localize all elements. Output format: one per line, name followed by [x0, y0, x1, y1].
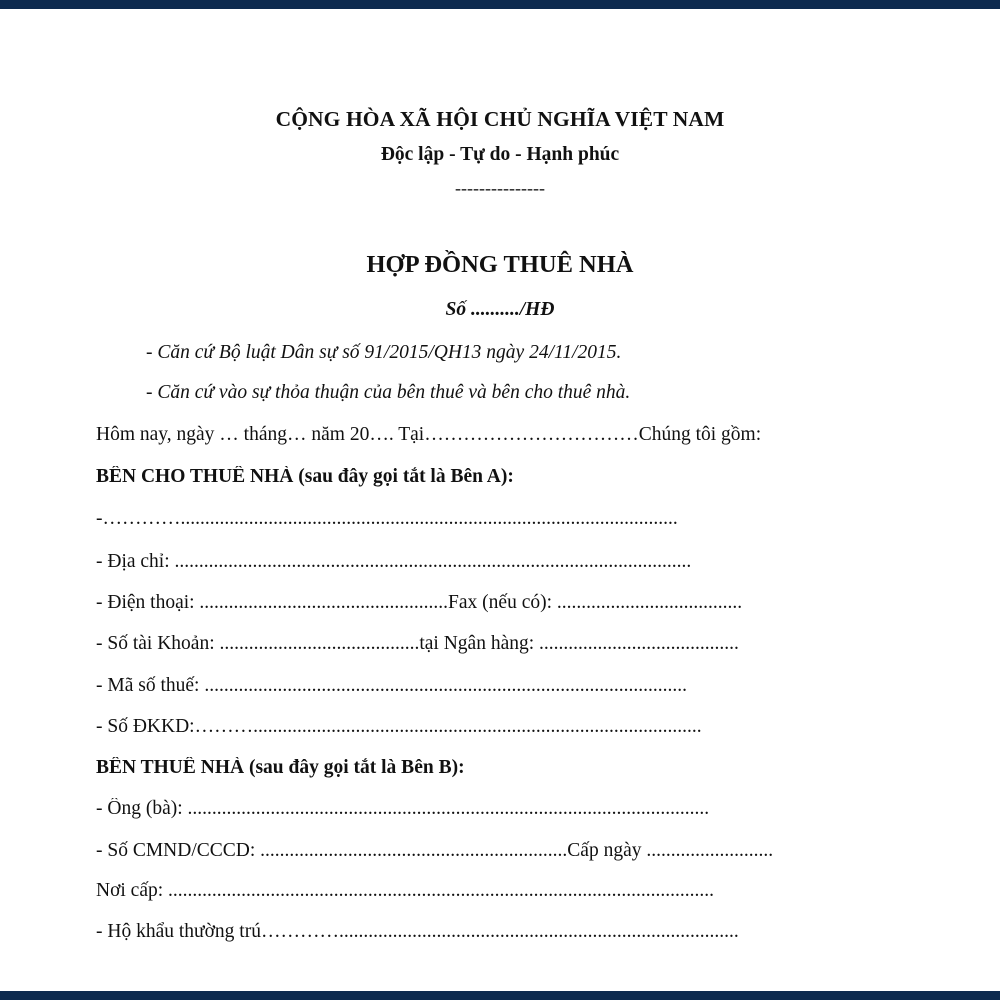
party-a-heading: BÊN CHO THUÊ NHÀ (sau đây gọi tắt là Bên A):: [96, 466, 514, 487]
party-a-phone-line: - Điện thoại: ...................................................Fax (nếu có): ......................................: [96, 592, 743, 613]
party-b-heading: BÊN THUÊ NHÀ (sau đây gọi tắt là Bên B):: [96, 757, 465, 778]
party-b-id-line: - Số CMND/CCCD: ...............................................................Cấp ngày ..........................: [96, 840, 774, 861]
party-b-issue-place-line: Nơi cấp: ................................................................................................................: [96, 880, 715, 901]
party-b-residence-line: - Hộ khẩu thường trú…………..................................................................................: [96, 921, 739, 942]
contract-title: HỢP ĐỒNG THUÊ NHÀ: [366, 251, 634, 278]
party-a-bank-line: - Số tài Khoản: .........................................tại Ngân hàng: .........................................: [96, 633, 739, 654]
national-motto: Độc lập - Tự do - Hạnh phúc: [380, 144, 620, 165]
country-name: CỘNG HÒA XÃ HỘI CHỦ NGHĨA VIỆT NAM: [275, 107, 725, 131]
intro-line: Hôm nay, ngày … tháng… năm 20…. Tại……………………………Chúng tôi gồm:: [96, 424, 762, 445]
legal-basis-2: - Căn cứ vào sự thỏa thuận của bên thuê và bên cho thuê nhà.: [146, 382, 631, 403]
party-b-name-line: - Ông (bà): ...........................................................................................................: [96, 798, 710, 819]
contract-number: Số ........../HĐ: [445, 299, 555, 320]
header-divider: ---------------: [455, 178, 545, 198]
party-a-address-line: - Địa chỉ: ..........................................................................................................: [96, 551, 692, 572]
party-a-tax-line: - Mã số thuế: ...................................................................................................: [96, 675, 687, 696]
legal-basis-1: - Căn cứ Bộ luật Dân sự số 91/2015/QH13 ngày 24/11/2015.: [146, 342, 622, 363]
party-a-business-reg-line: - Số ĐKKD:………............................................................................................: [96, 716, 702, 737]
party-a-name-line: -…………......................................................................................................: [96, 508, 678, 529]
